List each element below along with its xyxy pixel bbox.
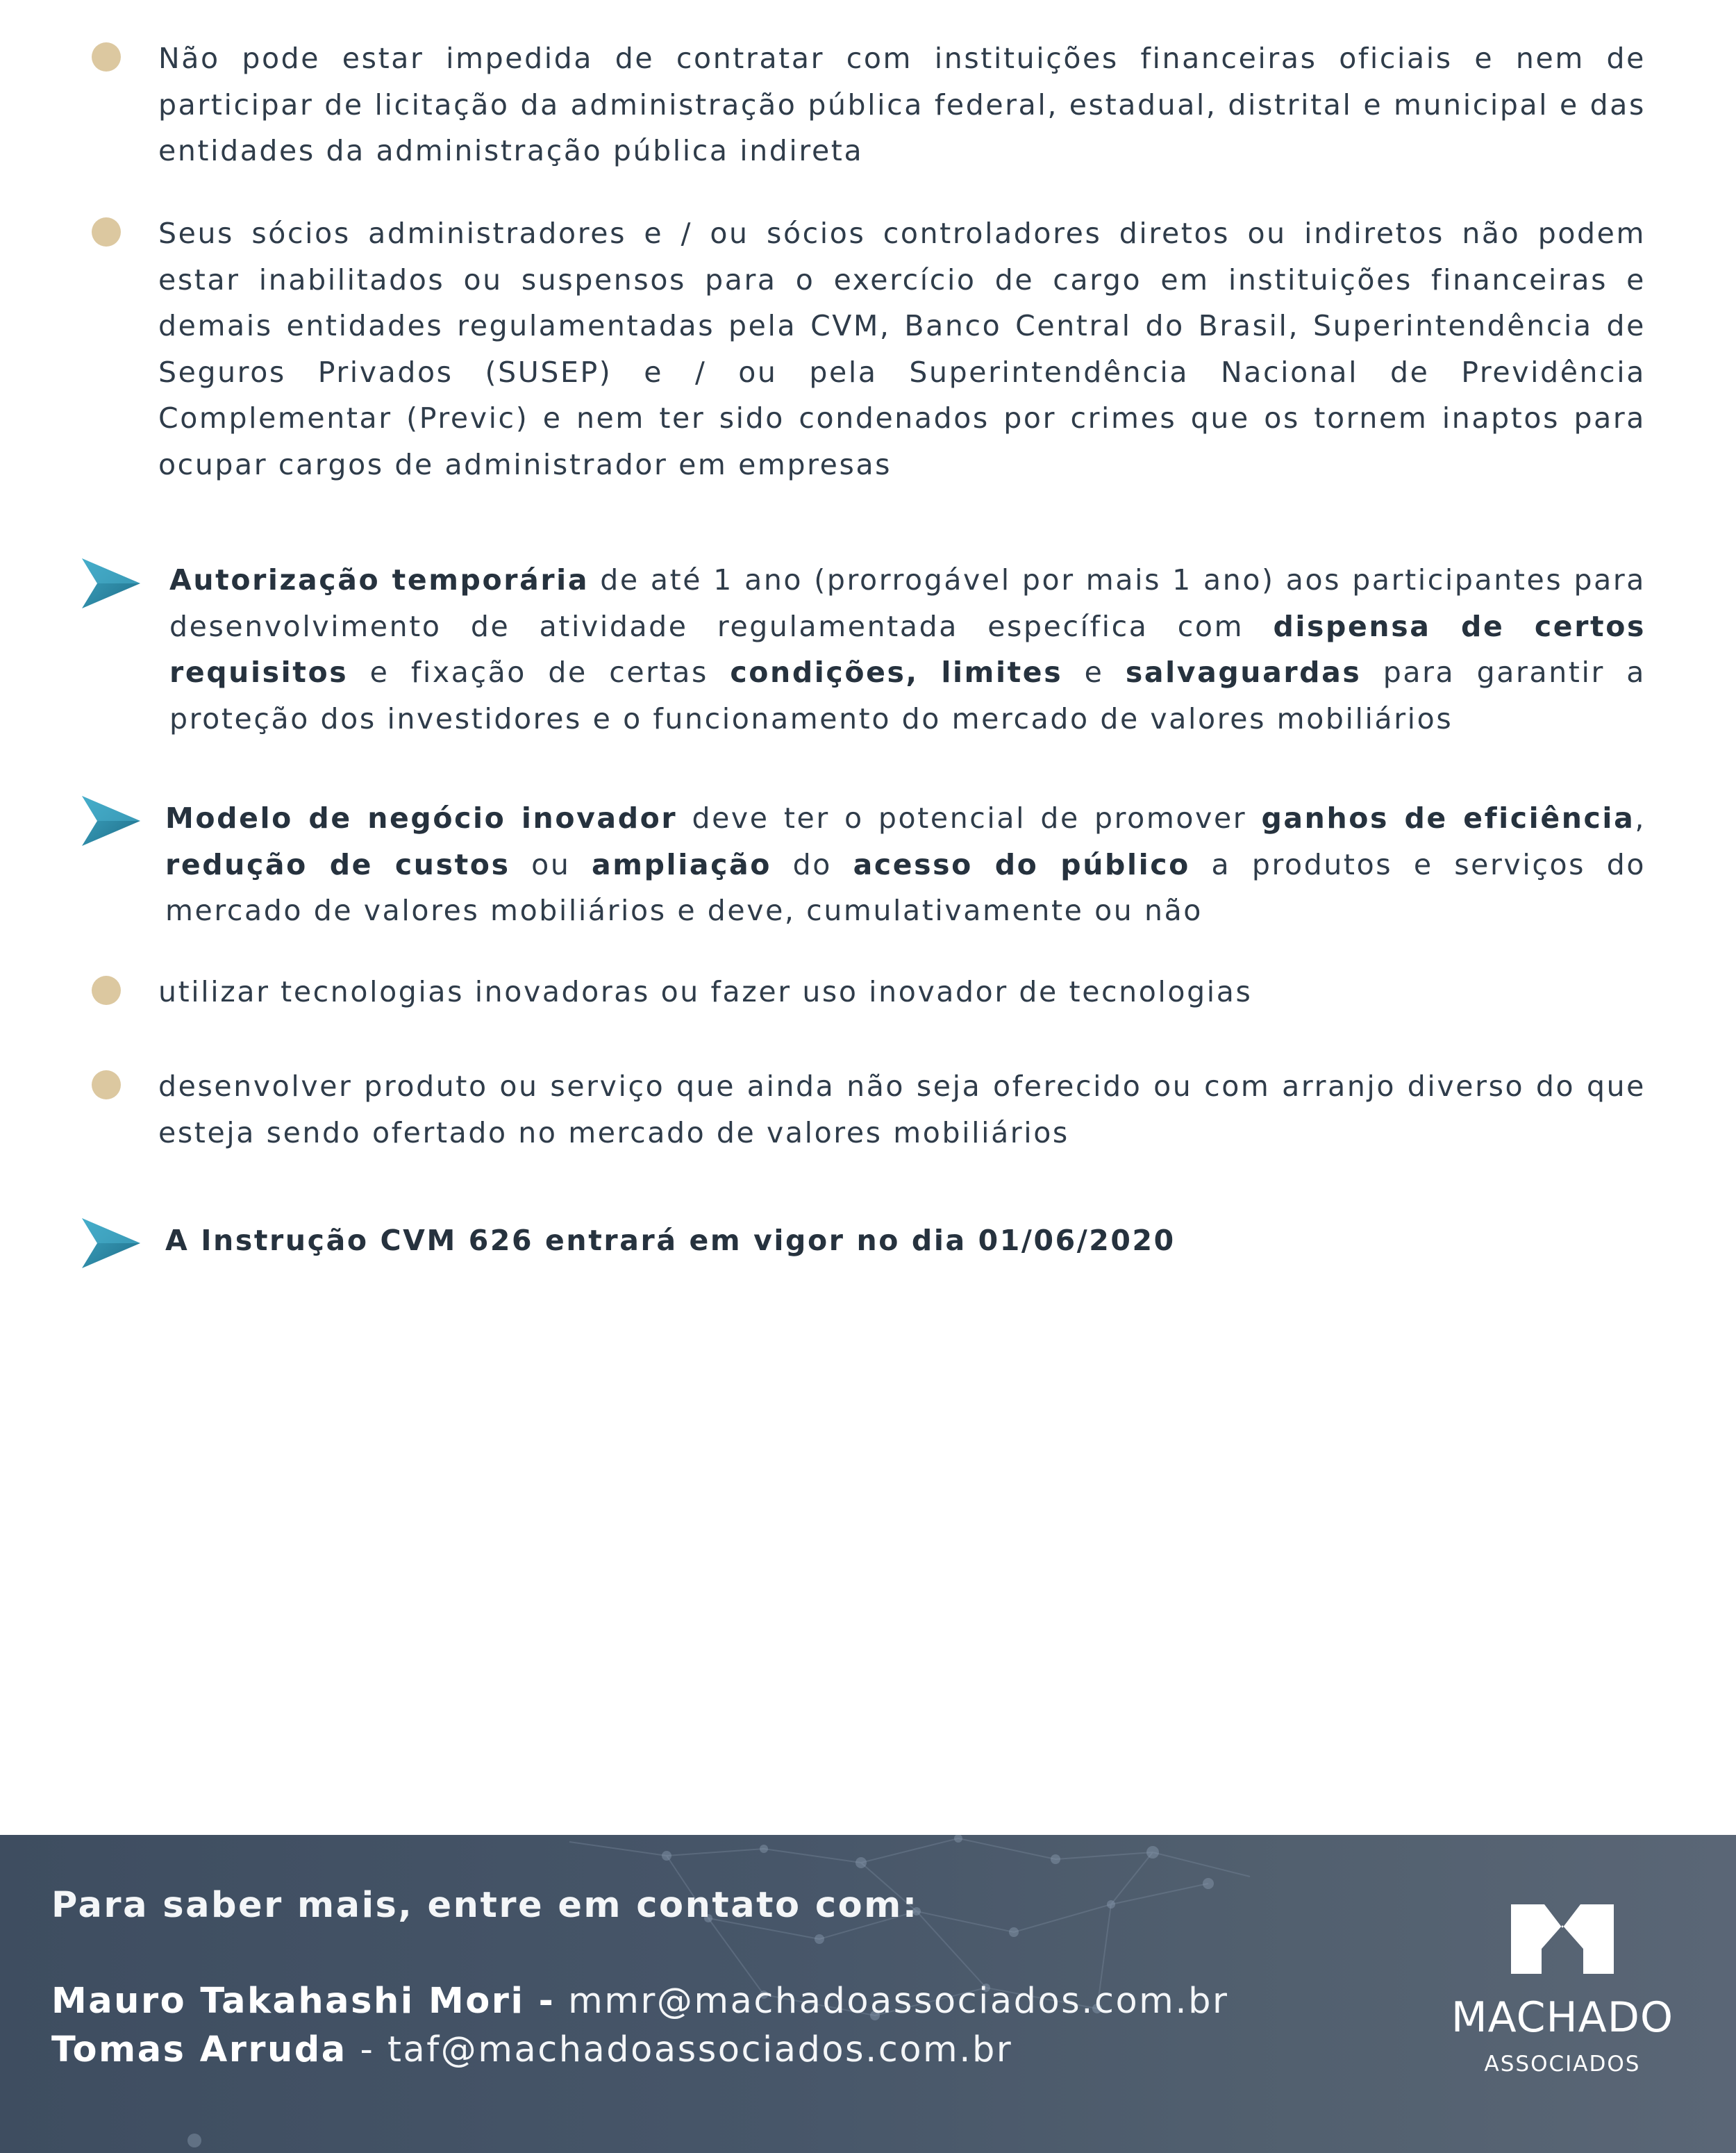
list-item: Não pode estar impedida de contratar com instituições financeiras oficiais e nem de participar de licitação da administração pública federal, estadual, distrital e municipal e das entidades da administração pública indireta	[158, 42, 1646, 167]
text-run: a produtos e serviços do mercado de valores mobiliários e deve, cumulativamente ou não	[165, 847, 1646, 927]
bold-text: A Instrução CVM 626 entrará em vigor no dia 01/06/2020	[165, 1224, 1176, 1257]
machado-logo	[1444, 1904, 1680, 2078]
bold-text: ampliação	[592, 847, 772, 881]
list-item	[165, 1217, 1646, 1264]
bullet-dot	[92, 42, 121, 72]
text-run: deve ter o potencial de promover	[677, 801, 1262, 835]
list-item: utilizar tecnologias inovadoras ou fazer uso inovador de tecnologias	[158, 975, 1253, 1008]
contact-email[interactable]: mmr@machadoassociados.com.br	[555, 1981, 1229, 2022]
footer-title: Para saber mais, entre em contato com:	[51, 1885, 919, 1926]
bold-text: salvaguardas	[1125, 656, 1362, 689]
text-run: de até 1 ano (prorrogável por mais 1 ano) aos participantes para desenvolvimento de atividade regulamentada específica com	[169, 563, 1646, 643]
contact-email[interactable]: - taf@machadoassociados.com.br	[347, 2029, 1013, 2070]
bullet-dot	[92, 976, 121, 1005]
contact-line	[51, 2029, 1012, 2070]
text-run: ,	[1635, 801, 1646, 835]
bullet-dot	[92, 217, 121, 247]
text-run: e	[1062, 656, 1126, 689]
list-item: Seus sócios administradores e / ou sócios controladores diretos ou indiretos não podem estar inabilitados ou suspensos para o exercício de cargo em instituições financeiras e demais entidades regulamentadas pela CVM, Banco Central do Brasil, Superintendência de Seguros Privados (SUSEP) e / ou pela Superintendência Nacional de Previdência Complementar (Previc) e nem ter sido condenados por crimes que os tornem inaptos para ocupar cargos de administrador em empresas	[158, 217, 1646, 481]
list-item	[169, 557, 1646, 742]
contact-name: Tomas Arruda	[51, 2029, 347, 2070]
bullet-dot	[92, 1070, 121, 1099]
contact-name: Mauro Takahashi Mori -	[51, 1981, 556, 2022]
text-run: e fixação de certas	[348, 656, 731, 689]
contact-footer	[0, 1835, 1736, 2153]
bold-text: acesso do público	[853, 847, 1190, 881]
text-run: ou	[510, 847, 592, 881]
contact-line	[51, 1981, 1228, 2022]
list-item: desenvolver produto ou serviço que ainda não seja oferecido ou com arranjo diverso do que esteja sendo ofertado no mercado de valores mobiliários	[158, 1070, 1646, 1149]
logo-mark-icon	[1511, 1904, 1614, 1974]
list-item	[165, 795, 1646, 934]
bold-text: dispensa de certos requisitos	[169, 609, 1646, 689]
bold-text: ganhos de eficiência	[1261, 801, 1635, 835]
arrow-bullet-icon	[82, 1218, 140, 1268]
bold-text: redução de custos	[165, 847, 510, 881]
bold-text: Modelo de negócio inovador	[165, 801, 678, 835]
bold-text: Autorização temporária	[169, 563, 590, 597]
text-run: do	[771, 847, 853, 881]
arrow-bullet-icon	[82, 796, 140, 846]
logo-subtitle: ASSOCIADOS	[1484, 2052, 1641, 2077]
arrow-bullet-icon	[82, 558, 140, 608]
logo-wordmark: MACHADO	[1451, 1993, 1674, 2042]
bold-text: condições, limites	[730, 656, 1063, 689]
text-run: para garantir a proteção dos investidores e o funcionamento do mercado de valores mobiliários	[169, 656, 1646, 735]
